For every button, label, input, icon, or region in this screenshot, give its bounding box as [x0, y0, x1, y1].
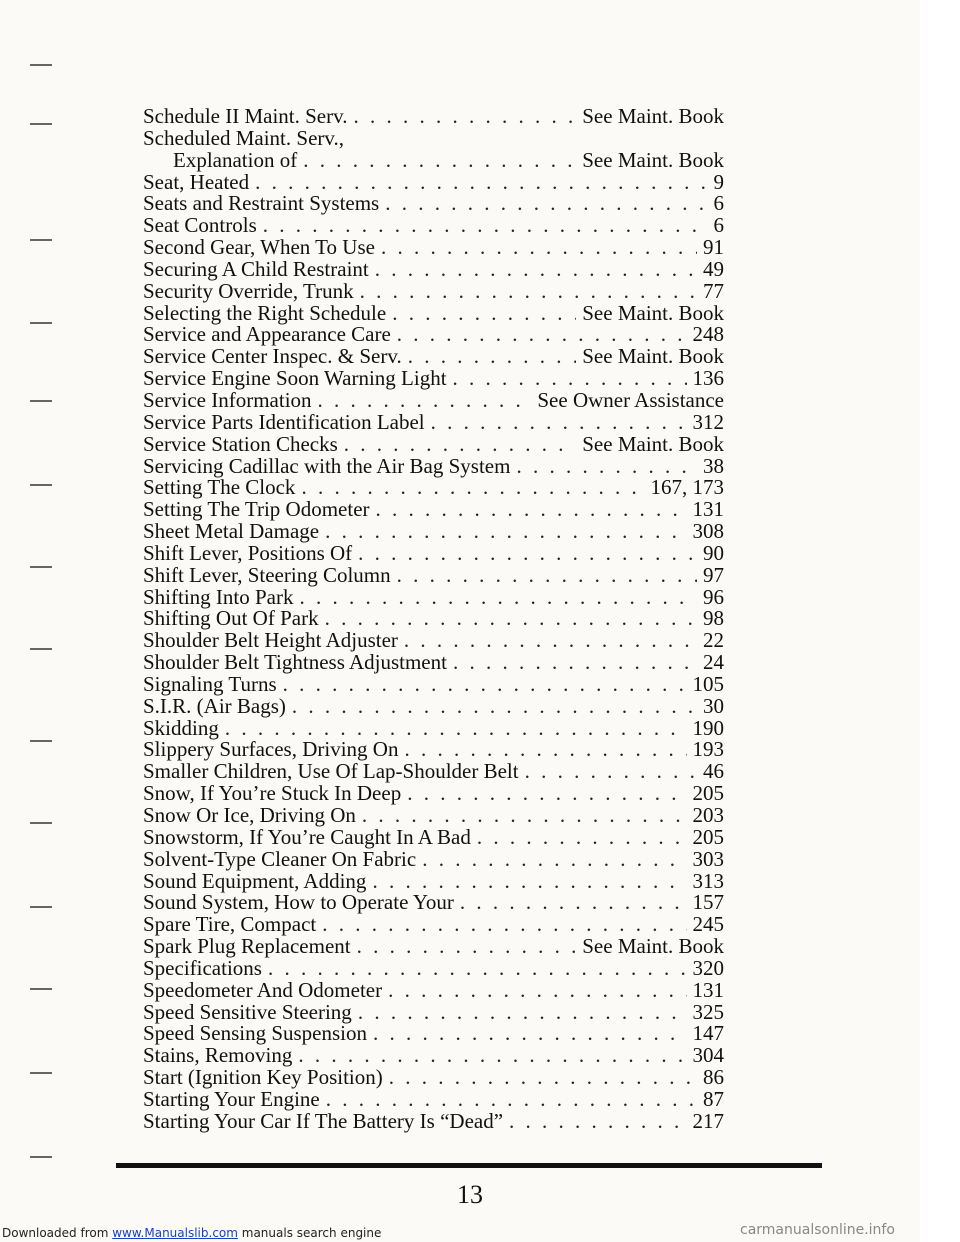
index-term: Speedometer And Odometer [143, 977, 383, 1002]
index-page-ref: 205 [692, 781, 724, 806]
index-page-ref: See Maint. Book [582, 934, 724, 959]
index-entry [143, 562, 724, 587]
index-page-ref: 245 [692, 912, 724, 937]
dot-leader [283, 674, 687, 696]
index-page-ref: 131 [692, 977, 724, 1002]
index-entry [143, 1045, 724, 1067]
index-page-ref: 304 [692, 1043, 724, 1068]
index-entry [143, 846, 724, 871]
index-term: Service and Appearance Care [143, 322, 391, 347]
index-term: Shifting Out Of Park [143, 606, 319, 631]
index-term: Shoulder Belt Tightness Adjustment [143, 650, 447, 675]
index-page-ref: 77 [703, 278, 724, 303]
index-term: Setting The Clock [143, 475, 296, 500]
index-term: Snow, If You’re Stuck In Deep [143, 781, 402, 806]
index-term: Sound Equipment, Adding [143, 868, 367, 893]
index-term: Sound System, How to Operate Your [143, 890, 454, 915]
dot-leader [375, 259, 697, 281]
dot-leader [263, 215, 708, 237]
index-term: Shift Lever, Steering Column [143, 562, 391, 587]
index-entry [143, 477, 724, 499]
margin-mark [30, 822, 52, 824]
margin-mark [30, 906, 52, 908]
index-term: Explanation of [173, 147, 298, 172]
dot-leader [372, 871, 686, 893]
page-number: 13 [457, 1180, 483, 1209]
margin-mark [30, 239, 52, 241]
index-entry [143, 368, 724, 390]
index-page-ref: 312 [692, 409, 724, 434]
index-page-ref: 30 [703, 693, 724, 718]
dot-leader [385, 193, 707, 215]
index-page-ref: 131 [692, 497, 724, 522]
dot-leader [404, 630, 697, 652]
index-page-ref: 303 [692, 846, 724, 871]
watermark: carmanualsonline.info [740, 1222, 895, 1238]
page-edge [920, 0, 960, 1242]
dot-leader [408, 346, 577, 368]
index-entry [143, 955, 724, 980]
index-entry [143, 1067, 724, 1089]
index-entry [143, 630, 724, 652]
index-page-ref: See Maint. Book [582, 104, 724, 128]
dot-leader [453, 652, 697, 674]
index-entry [143, 521, 724, 543]
margin-mark [30, 484, 52, 486]
margin-mark [30, 64, 52, 66]
index-term: Specifications [143, 955, 262, 980]
margin-mark [30, 566, 52, 568]
index-term: Stains, Removing [143, 1043, 293, 1068]
dot-leader [344, 434, 576, 456]
dot-leader [301, 477, 644, 499]
index-term: Service Information [143, 387, 312, 412]
dot-leader [354, 106, 577, 128]
dot-leader [373, 1023, 686, 1045]
index-page-ref: 22 [703, 628, 724, 653]
index-entry [143, 147, 724, 172]
dot-leader [397, 324, 687, 346]
index-page-ref: 97 [703, 562, 724, 587]
index-term: Solvent-Type Cleaner On Fabric [143, 846, 417, 871]
index-page-ref: 308 [692, 519, 724, 544]
index-page-ref: See Maint. Book [582, 431, 724, 456]
index-term: Speed Sensing Suspension [143, 1021, 368, 1046]
index-term: Service Station Checks [143, 431, 338, 456]
index-page-ref: See Owner Assistance [537, 387, 724, 412]
index-page-ref: 98 [703, 606, 724, 631]
index-entry [143, 324, 724, 346]
dot-leader [358, 1002, 687, 1024]
index-entry [143, 193, 724, 215]
index-entry [143, 999, 724, 1024]
index-entry [143, 805, 724, 827]
index-entry [143, 977, 724, 1002]
manualslib-link[interactable]: www.Manualslib.com [112, 1226, 238, 1240]
index-term: Schedule II Maint. Serv. [143, 104, 348, 128]
credit-prefix: Downloaded from [2, 1226, 113, 1240]
index-entry [143, 824, 724, 849]
index-term: Setting The Trip Odometer [143, 497, 370, 522]
index-term: Spare Tire, Compact [143, 912, 317, 937]
dot-leader [360, 281, 697, 303]
index-page-ref: 157 [692, 890, 724, 915]
index-term: Speed Sensitive Steering [143, 999, 352, 1024]
margin-mark [30, 648, 52, 650]
download-credit [2, 1226, 381, 1240]
margin-mark [30, 1072, 52, 1074]
margin-mark [30, 988, 52, 990]
index-term: Signaling Turns [143, 671, 277, 696]
index-list [143, 106, 724, 1133]
index-term: Scheduled Maint. Serv., [143, 125, 345, 150]
index-entry [143, 540, 724, 565]
dot-leader [357, 936, 577, 958]
index-page-ref: 38 [703, 453, 724, 478]
index-page-ref: 205 [692, 824, 724, 849]
index-entry [143, 431, 724, 456]
index-entry [143, 106, 724, 128]
index-term: Shifting Into Park [143, 584, 294, 609]
dot-leader [460, 892, 687, 914]
index-page-ref: 136 [692, 366, 724, 391]
dot-leader [389, 1067, 697, 1089]
index-page-ref: 91 [703, 235, 724, 260]
index-entry [143, 346, 724, 368]
index-entry [143, 652, 724, 674]
index-term: Skidding [143, 715, 219, 740]
index-page-ref: 87 [703, 1086, 724, 1111]
index-entry [143, 1108, 724, 1133]
dot-leader [268, 958, 687, 980]
index-term: Smaller Children, Use Of Lap-Shoulder Belt [143, 759, 519, 784]
index-page-ref: 313 [692, 868, 724, 893]
index-term: Start (Ignition Key Position) [143, 1065, 383, 1090]
index-entry [143, 715, 724, 740]
index-page-ref: 105 [692, 671, 724, 696]
dot-leader [325, 521, 686, 543]
margin-mark [30, 1156, 52, 1158]
index-term: Securing A Child Restraint [143, 256, 369, 281]
index-term: Seat Controls [143, 213, 257, 238]
margin-mark [30, 400, 52, 402]
dot-leader [325, 608, 697, 630]
index-entry [143, 125, 724, 150]
dot-leader [404, 739, 686, 761]
index-term: Shoulder Belt Height Adjuster [143, 628, 398, 653]
index-term: Servicing Cadillac with the Air Bag System [143, 453, 511, 478]
dot-leader [509, 1111, 686, 1133]
index-entry [143, 914, 724, 936]
index-entry [143, 409, 724, 434]
index-term: Service Engine Soon Warning Light [143, 366, 447, 391]
dot-leader [292, 696, 697, 718]
index-term: Second Gear, When To Use [143, 235, 375, 260]
credit-suffix: manuals search engine [237, 1226, 382, 1240]
dot-leader [397, 565, 697, 587]
index-page-ref: 90 [703, 540, 724, 565]
index-term: Snowstorm, If You’re Caught In A Bad [143, 824, 471, 849]
index-entry [143, 300, 724, 325]
index-entry [143, 892, 724, 914]
dot-leader [477, 827, 687, 849]
dot-leader [392, 303, 576, 325]
index-entry [143, 1086, 724, 1111]
index-page-ref: 217 [692, 1108, 724, 1133]
dot-leader [431, 412, 687, 434]
index-term: Starting Your Engine [143, 1086, 320, 1111]
index-page-ref: 193 [692, 737, 724, 762]
index-page-ref: 6 [713, 191, 724, 216]
dot-leader [255, 172, 707, 194]
margin-mark [30, 322, 52, 324]
index-page-ref: 24 [703, 650, 724, 675]
index-page-ref: 49 [703, 256, 724, 281]
index-entry [143, 1023, 724, 1045]
dot-leader [358, 543, 697, 565]
index-term: Seat, Heated [143, 169, 250, 194]
index-term: Service Center Inspec. & Serv. [143, 344, 402, 369]
dot-leader [388, 980, 686, 1002]
margin-mark [30, 740, 52, 742]
index-page-ref: 9 [713, 169, 724, 194]
dot-leader [453, 368, 687, 390]
index-entry [143, 671, 724, 696]
index-term: Shift Lever, Positions Of [143, 540, 353, 565]
index-page-ref: 6 [713, 213, 724, 238]
index-entry [143, 693, 724, 718]
index-entry [143, 584, 724, 609]
index-term: Selecting the Right Schedule [143, 300, 387, 325]
index-term: Snow Or Ice, Driving On [143, 803, 356, 827]
margin-mark [30, 123, 52, 125]
index-page-ref: See Maint. Book [582, 344, 724, 369]
index-entry [143, 256, 724, 281]
index-entry [143, 868, 724, 893]
dot-leader [225, 718, 687, 740]
dot-leader [322, 914, 686, 936]
dot-leader [407, 783, 686, 805]
index-page-ref: 248 [692, 322, 724, 347]
index-page-ref: 203 [692, 803, 724, 827]
index-entry [143, 169, 724, 194]
index-entry [143, 499, 724, 521]
index-term: Seats and Restraint Systems [143, 191, 380, 216]
index-term: Starting Your Car If The Battery Is “Dead” [143, 1108, 504, 1133]
index-page-ref: 147 [692, 1021, 724, 1046]
dot-leader [376, 499, 687, 521]
dot-leader [318, 390, 532, 412]
index-term: Security Override, Trunk [143, 278, 354, 303]
index-entry [143, 278, 724, 303]
dot-leader [300, 587, 698, 609]
dot-leader [516, 456, 697, 478]
index-entry [143, 453, 724, 478]
index-term: S.I.R. (Air Bags) [143, 693, 286, 718]
dot-leader [303, 150, 576, 172]
dot-leader [326, 1089, 697, 1111]
index-term: Service Parts Identification Label [143, 409, 425, 434]
dot-leader [298, 1045, 686, 1067]
dot-leader [381, 237, 697, 259]
dot-leader [525, 761, 697, 783]
index-term: Slippery Surfaces, Driving On [143, 737, 399, 762]
index-entry [143, 936, 724, 958]
index-entry [143, 237, 724, 259]
dot-leader [422, 849, 686, 871]
index-entry [143, 387, 724, 412]
index-term: Spark Plug Replacement [143, 934, 351, 959]
dot-leader [362, 805, 687, 827]
index-page-ref: 320 [692, 955, 724, 980]
index-entry [143, 608, 724, 630]
index-page-ref: 325 [692, 999, 724, 1024]
index-page-ref: 190 [692, 715, 724, 740]
index-term: Sheet Metal Damage [143, 519, 320, 544]
index-entry [143, 761, 724, 783]
index-page-ref: 96 [703, 584, 724, 609]
index-page-ref: 46 [703, 759, 724, 784]
index-page-ref: 86 [703, 1065, 724, 1090]
index-entry [143, 739, 724, 761]
index-page-ref: See Maint. Book [582, 147, 724, 172]
index-entry [143, 783, 724, 805]
index-entry [143, 215, 724, 237]
index-page-ref: 167, 173 [650, 475, 724, 500]
index-page-ref: See Maint. Book [582, 300, 724, 325]
footer-rule [116, 1163, 822, 1168]
